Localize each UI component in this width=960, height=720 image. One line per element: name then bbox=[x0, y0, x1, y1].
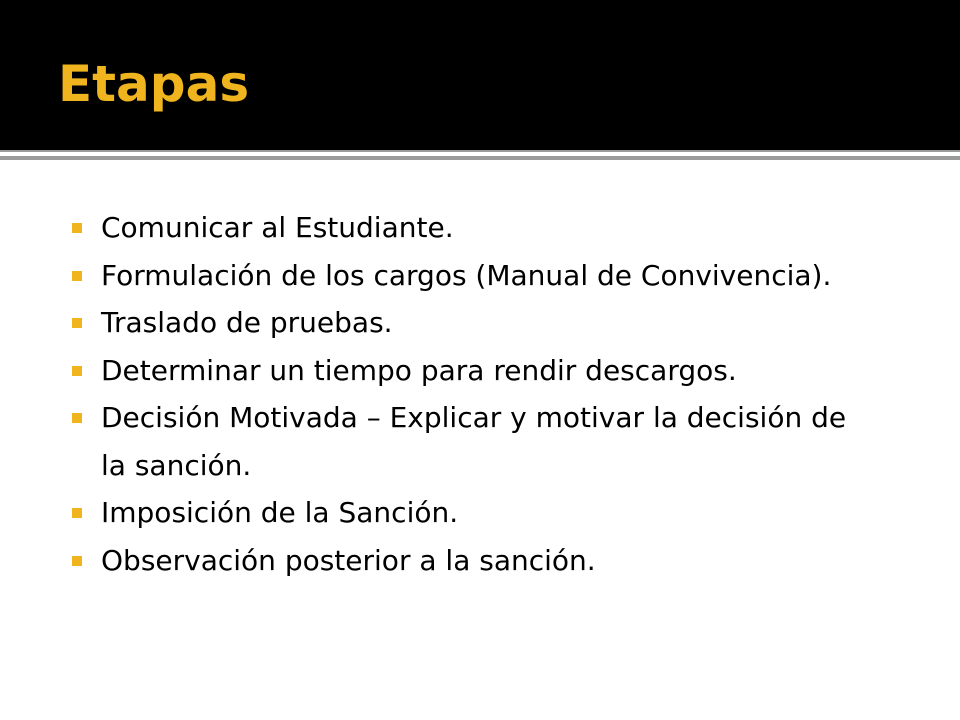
title-divider-highlight bbox=[0, 152, 960, 156]
square-bullet-icon bbox=[72, 366, 82, 376]
square-bullet-icon bbox=[72, 556, 82, 566]
bullet-text: Formulación de los cargos (Manual de Convivencia). bbox=[101, 258, 832, 292]
bullet-text: Determinar un tiempo para rendir descargos. bbox=[101, 353, 737, 387]
bullet-item bbox=[72, 489, 872, 537]
bullet-list bbox=[72, 204, 872, 584]
square-bullet-icon bbox=[72, 223, 82, 233]
bullet-text: Traslado de pruebas. bbox=[101, 306, 393, 339]
slide-body bbox=[0, 160, 960, 720]
bullet-item bbox=[72, 204, 872, 252]
bullet-text: Imposición de la Sanción. bbox=[101, 496, 459, 529]
title-bar bbox=[0, 0, 960, 150]
bullet-item bbox=[72, 347, 872, 395]
square-bullet-icon bbox=[72, 271, 82, 281]
bullet-item bbox=[72, 394, 872, 489]
slide-title: Etapas bbox=[58, 55, 250, 113]
bullet-item bbox=[72, 537, 872, 585]
square-bullet-icon bbox=[72, 318, 82, 328]
square-bullet-icon bbox=[72, 508, 82, 518]
bullet-item bbox=[72, 252, 872, 300]
bullet-text: Comunicar al Estudiante. bbox=[101, 211, 454, 244]
bullet-text: Observación posterior a la sanción. bbox=[101, 543, 596, 577]
bullet-item bbox=[72, 299, 872, 347]
bullet-text: Decisión Motivada – Explicar y motivar la decisión de la sanción. bbox=[101, 401, 847, 482]
square-bullet-icon bbox=[72, 413, 82, 423]
